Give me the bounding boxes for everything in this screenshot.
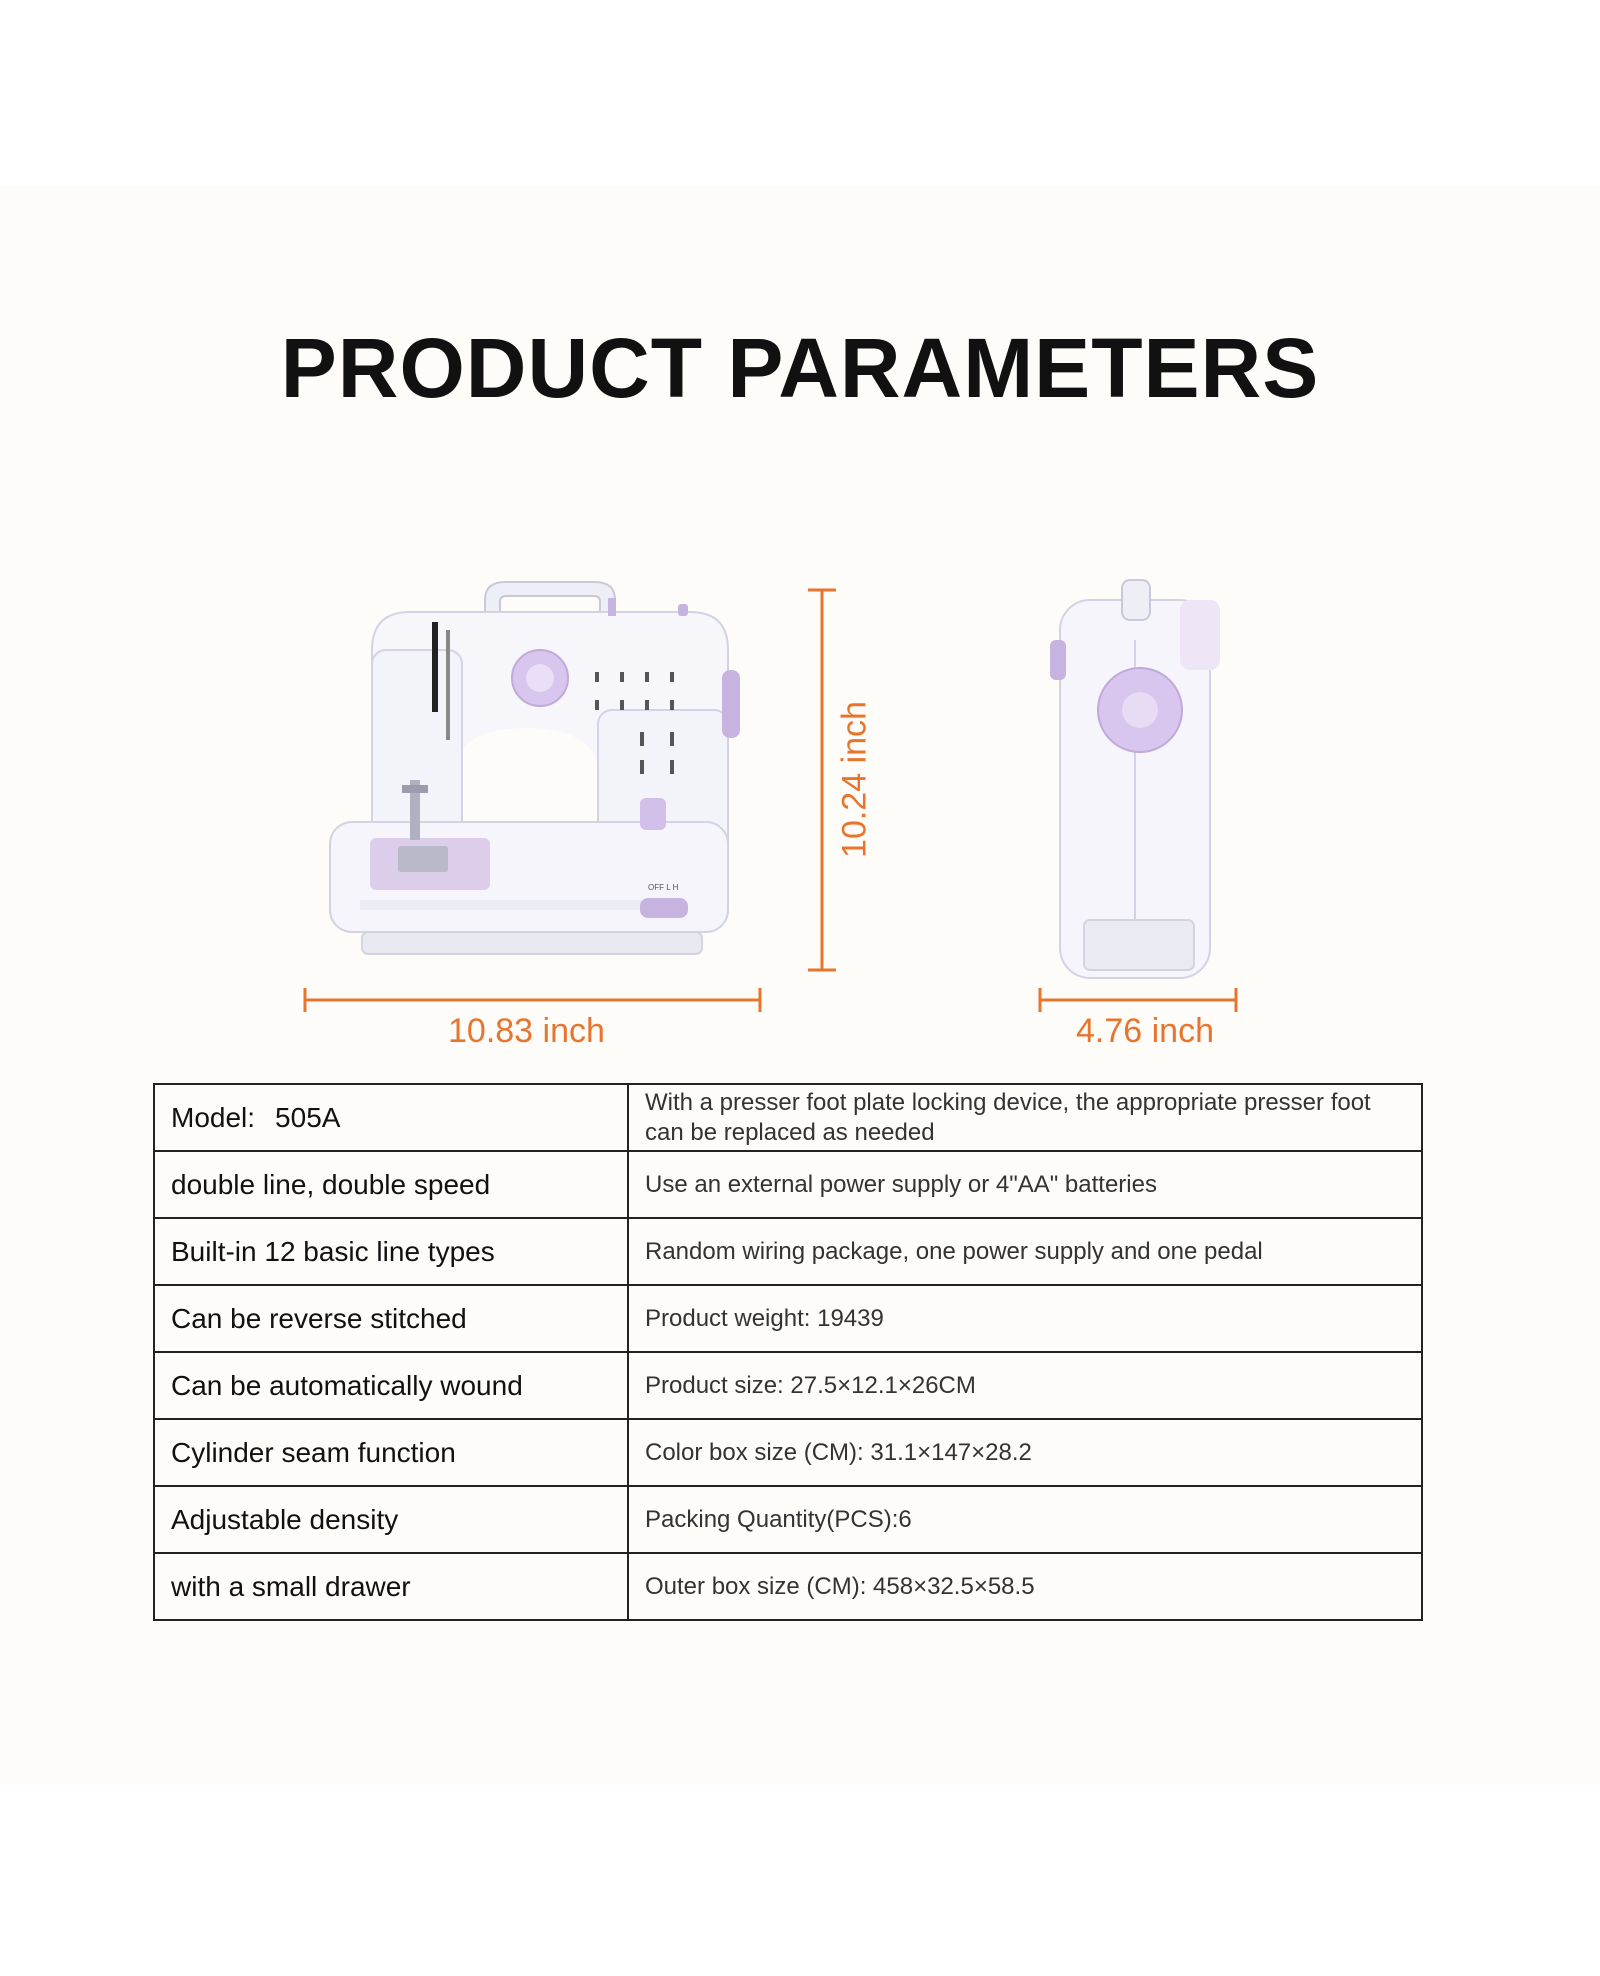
table-row <box>154 1486 1422 1553</box>
sewing-machine-side-view <box>1050 580 1220 978</box>
spec-cell: Random wiring package, one power supply and one pedal <box>628 1218 1422 1285</box>
table-row <box>154 1084 1422 1151</box>
product-figure <box>0 560 1600 1060</box>
feature-cell: Cylinder seam function <box>154 1419 628 1486</box>
height-dimension-label: 10.24 inch <box>835 701 874 858</box>
table-row <box>154 1285 1422 1352</box>
sewing-machine-front-view <box>330 582 740 954</box>
table-row <box>154 1352 1422 1419</box>
depth-dimension-label: 4.76 inch <box>1076 1012 1214 1050</box>
sewing-machine-illustration <box>0 560 1600 1060</box>
width-dimension-label: 10.83 inch <box>448 1012 605 1050</box>
parameters-table <box>153 1083 1423 1621</box>
spec-cell: Use an external power supply or 4"AA" batteries <box>628 1151 1422 1218</box>
table-row <box>154 1218 1422 1285</box>
model-value: 505A <box>275 1101 341 1133</box>
table-row <box>154 1419 1422 1486</box>
table-row <box>154 1553 1422 1620</box>
spec-cell: Product weight: 19439 <box>628 1285 1422 1352</box>
model-cell <box>154 1084 628 1151</box>
spec-cell: Packing Quantity(PCS):6 <box>628 1486 1422 1553</box>
spec-cell: With a presser foot plate locking device, the appropriate presser foot can be replaced as needed <box>628 1084 1422 1151</box>
feature-cell: with a small drawer <box>154 1553 628 1620</box>
feature-cell: double line, double speed <box>154 1151 628 1218</box>
feature-cell: Built-in 12 basic line types <box>154 1218 628 1285</box>
feature-cell: Can be automatically wound <box>154 1352 628 1419</box>
spec-cell: Color box size (CM): 31.1×147×28.2 <box>628 1419 1422 1486</box>
model-label: Model: <box>171 1101 256 1133</box>
table-row <box>154 1151 1422 1218</box>
spec-cell: Product size: 27.5×12.1×26CM <box>628 1352 1422 1419</box>
page-title: PRODUCT PARAMETERS <box>280 321 1320 415</box>
feature-cell: Can be reverse stitched <box>154 1285 628 1352</box>
spec-cell: Outer box size (CM): 458×32.5×58.5 <box>628 1553 1422 1620</box>
switch-label: OFF L H <box>648 883 679 892</box>
feature-cell: Adjustable density <box>154 1486 628 1553</box>
